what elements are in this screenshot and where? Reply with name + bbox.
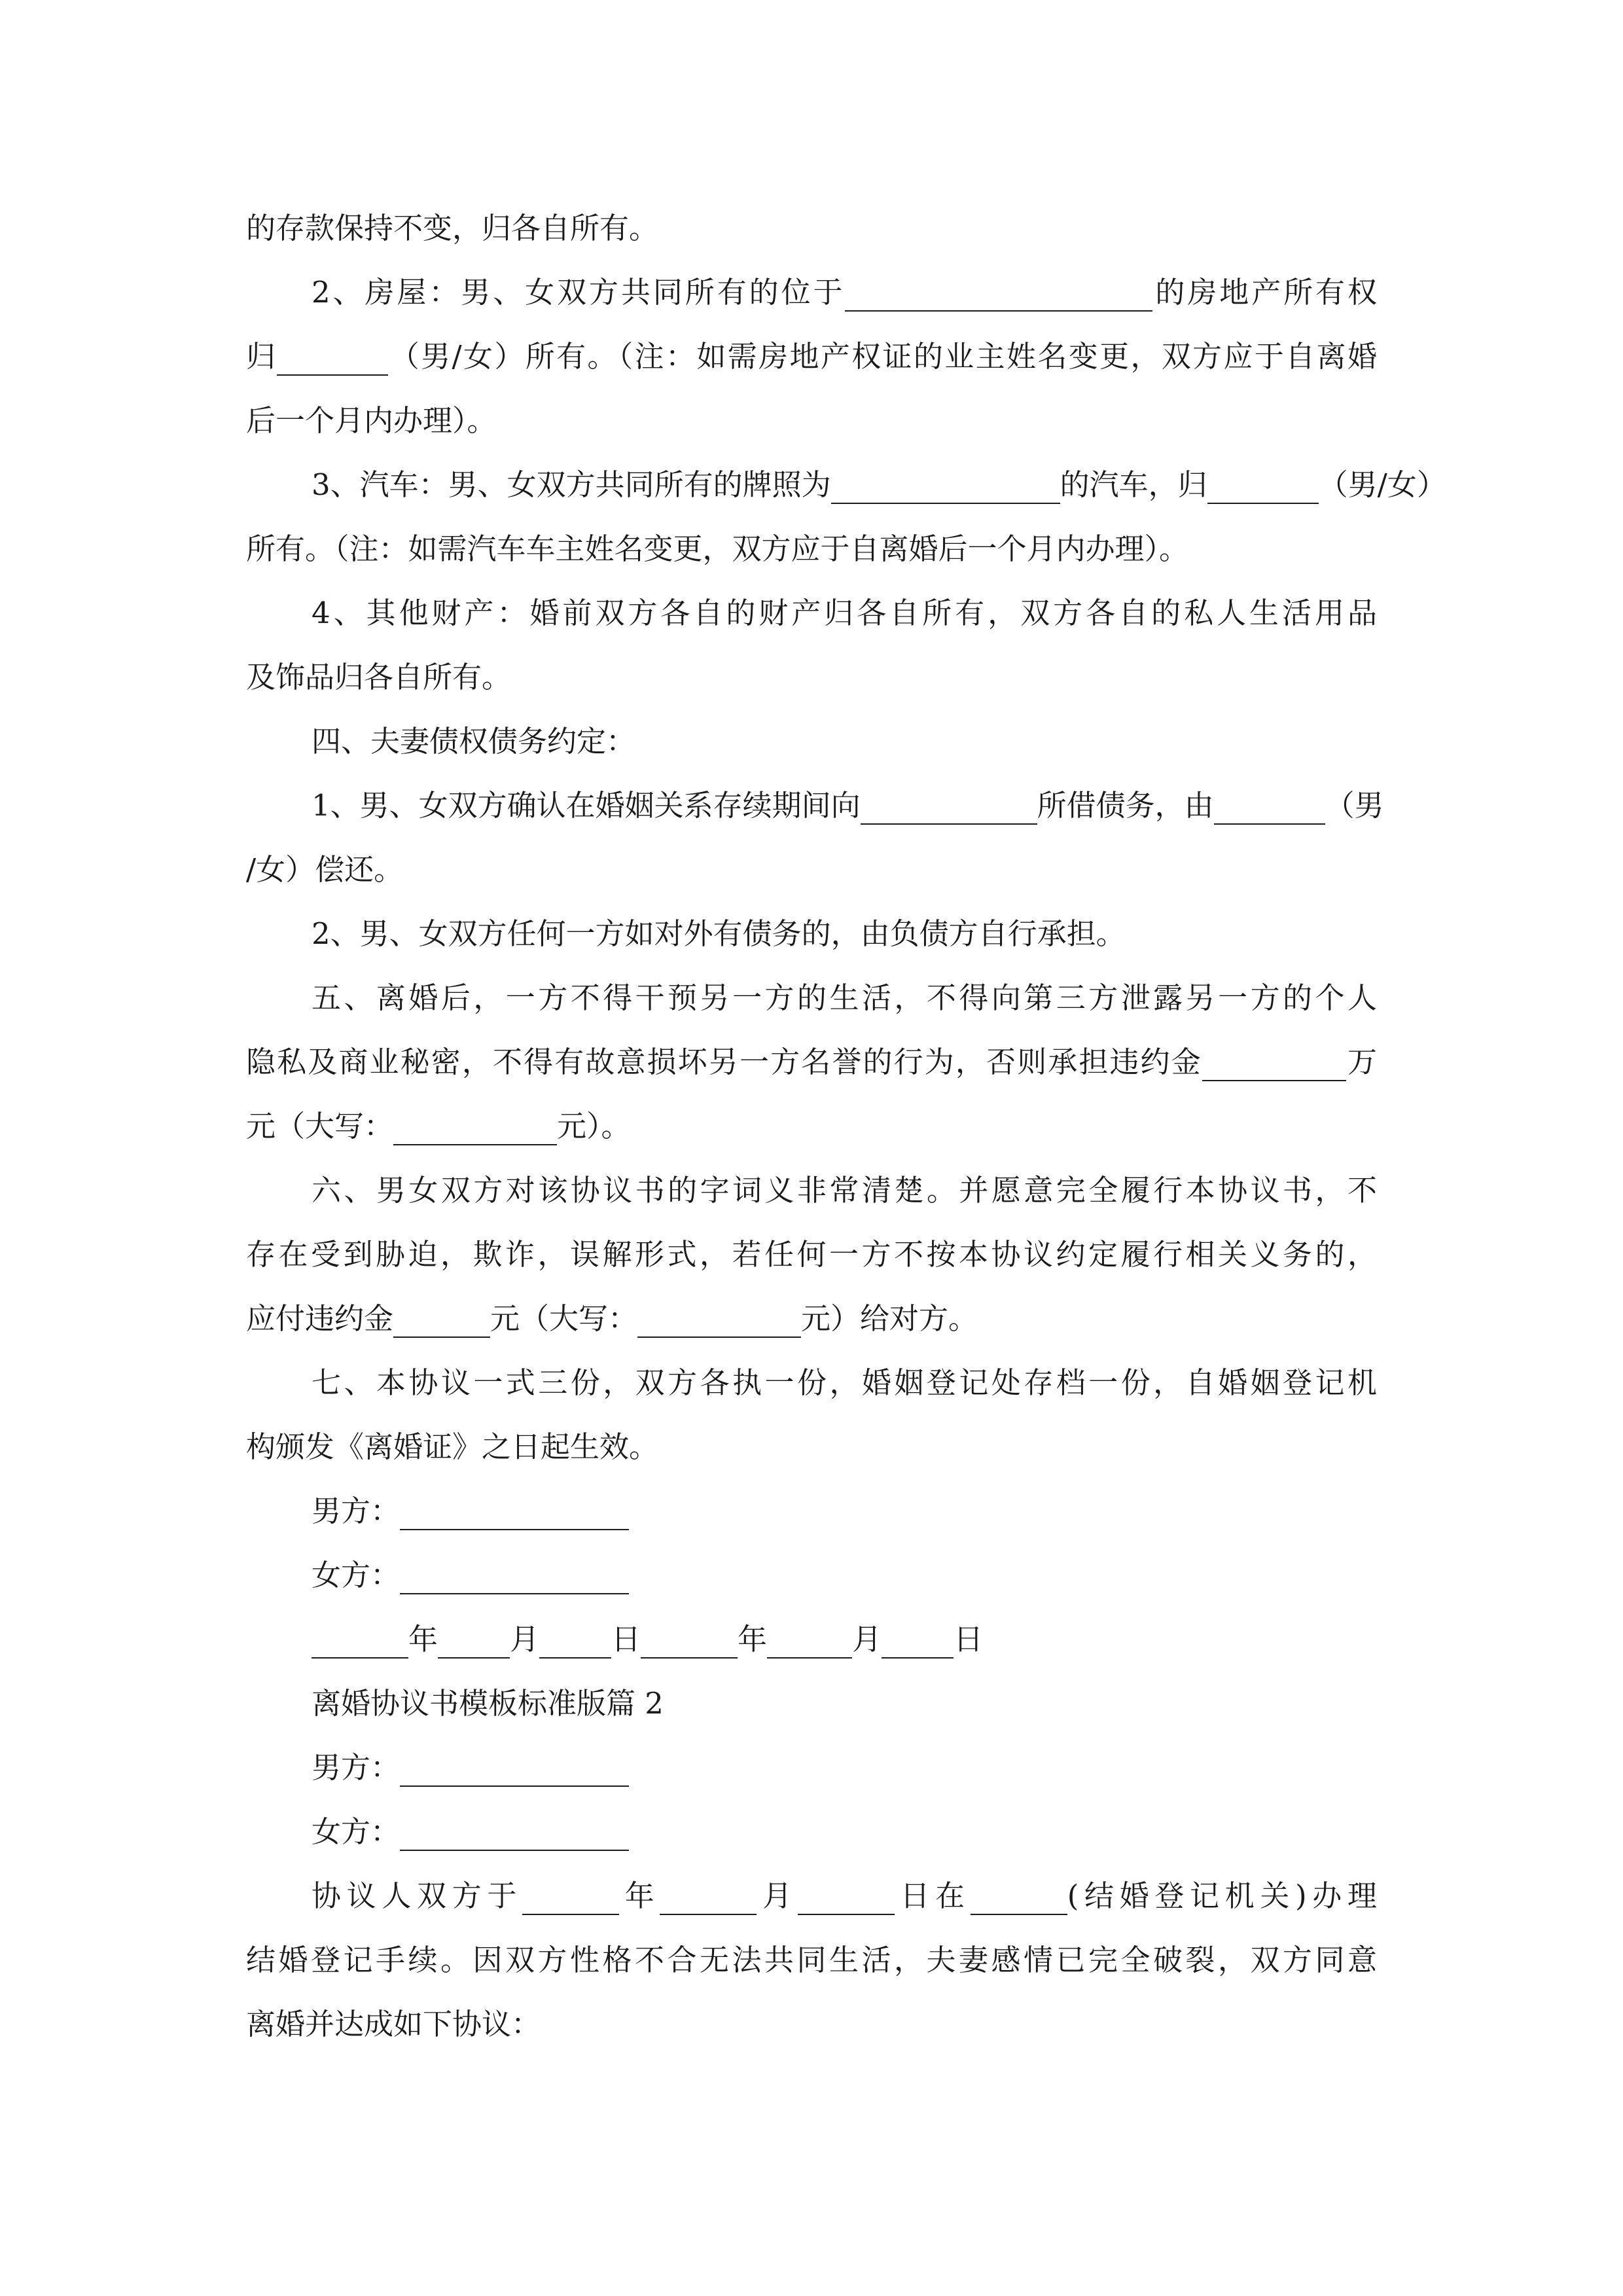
paragraph-line <box>246 645 1377 709</box>
blank-field[interactable] <box>861 789 1037 825</box>
text: 六、男女双方对该协议书的字词义非常清楚。并愿意完全履行本协议书，不 <box>312 1173 1377 1208</box>
blank-field[interactable] <box>798 1880 895 1915</box>
paragraph-line <box>246 389 1377 453</box>
text: 1、男、女双方确认在婚姻关系存续期间向 <box>312 788 861 823</box>
blank-field[interactable] <box>1214 789 1325 825</box>
blank-field[interactable] <box>393 1302 490 1338</box>
text: 离婚协议书模板标准版篇 2 <box>312 1686 664 1721</box>
paragraph-line <box>246 1030 1377 1094</box>
paragraph-line <box>246 453 1446 517</box>
text: 的房地产所有权 <box>1152 275 1377 310</box>
year-field[interactable] <box>312 1623 408 1659</box>
text: 归 <box>246 339 277 374</box>
text: 元（大写： <box>490 1301 638 1336</box>
male-signature-field[interactable] <box>400 1751 629 1787</box>
text: 日在 <box>894 1878 971 1913</box>
day-field[interactable] <box>882 1623 954 1659</box>
text: 日 <box>611 1622 641 1657</box>
signature-line-male <box>246 1479 1377 1543</box>
text: 万 <box>1346 1045 1377 1079</box>
blank-field[interactable] <box>845 276 1152 312</box>
section-heading <box>246 709 1377 774</box>
paragraph-line <box>246 325 1377 389</box>
text: 存在受到胁迫，欺诈，误解形式，若任何一方不按本协议约定履行相关义务的， <box>246 1237 1377 1272</box>
blank-field[interactable] <box>277 340 388 376</box>
paragraph-line <box>246 838 1377 902</box>
blank-field[interactable] <box>971 1880 1067 1915</box>
paragraph-line <box>246 517 1377 581</box>
day-field[interactable] <box>539 1623 611 1659</box>
date-line <box>246 1607 1377 1672</box>
paragraph-line <box>246 260 1377 325</box>
paragraph-line <box>246 1094 1377 1158</box>
blank-field[interactable] <box>522 1880 619 1915</box>
text: 元）。 <box>557 1109 631 1143</box>
text: 所借债务，由 <box>1037 788 1214 823</box>
text: 构颁发《离婚证》之日起生效。 <box>246 1429 659 1464</box>
text: 女方： <box>312 1814 401 1849</box>
signature-line-female <box>246 1543 1377 1607</box>
text: （男 <box>1325 788 1384 823</box>
signature-line-female <box>246 1800 1377 1864</box>
paragraph-line <box>246 1223 1377 1287</box>
text: 年 <box>408 1622 438 1657</box>
blank-field[interactable] <box>393 1110 557 1145</box>
blank-field[interactable] <box>1202 1046 1346 1081</box>
paragraph-line <box>246 196 1377 260</box>
text: （男/女）所有。（注：如需房地产权证的业主姓名变更，双方应于自离婚 <box>388 339 1377 374</box>
text: 的汽车，归 <box>1060 467 1207 502</box>
paragraph-line <box>246 966 1377 1030</box>
text: 月 <box>757 1878 798 1913</box>
blank-field[interactable] <box>1207 469 1319 504</box>
paragraph-line <box>246 902 1377 966</box>
female-signature-field[interactable] <box>400 1816 629 1851</box>
text: 年 <box>738 1622 768 1657</box>
text: 所有。（注：如需汽车车主姓名变更，双方应于自离婚后一个月内办理）。 <box>246 531 1189 566</box>
text: 日 <box>954 1622 984 1657</box>
document-body <box>246 196 1446 2056</box>
text: 及饰品归各自所有。 <box>246 660 512 694</box>
text: 男方： <box>312 1750 401 1785</box>
text: 后一个月内办理）。 <box>246 403 497 438</box>
text: 女方： <box>312 1558 401 1592</box>
text: 元（大写： <box>246 1109 394 1143</box>
text: 4、其他财产：婚前双方各自的财产归各自所有，双方各自的私人生活用品 <box>312 596 1377 630</box>
text: 协议人双方于 <box>312 1878 523 1913</box>
month-field[interactable] <box>438 1623 510 1659</box>
paragraph-line <box>246 1928 1377 1992</box>
text: 3、汽车：男、女双方共同所有的牌照为 <box>312 467 831 502</box>
paragraph-line <box>246 1351 1377 1415</box>
text: 月 <box>852 1622 882 1657</box>
male-signature-field[interactable] <box>400 1495 629 1530</box>
text: 年 <box>619 1878 660 1913</box>
text: /女）偿还。 <box>246 852 404 887</box>
text: 四、夫妻债权债务约定： <box>312 724 636 759</box>
blank-field[interactable] <box>831 469 1060 504</box>
text: 七、本协议一式三份，双方各执一份，婚姻登记处存档一份，自婚姻登记机 <box>312 1365 1377 1400</box>
year-field[interactable] <box>641 1623 738 1659</box>
text: 2、男、女双方任何一方如对外有债务的，由负债方自行承担。 <box>312 916 1126 951</box>
month-field[interactable] <box>767 1623 852 1659</box>
blank-field[interactable] <box>637 1302 801 1338</box>
paragraph-line <box>246 1415 1377 1479</box>
text: 离婚并达成如下协议： <box>246 2007 541 2041</box>
paragraph-line <box>246 1287 1377 1351</box>
text: 2、房屋：男、女双方共同所有的位于 <box>312 275 846 310</box>
paragraph-line <box>246 1864 1377 1928</box>
paragraph-line <box>246 774 1384 838</box>
text: 五、离婚后，一方不得干预另一方的生活，不得向第三方泄露另一方的个人 <box>312 980 1377 1015</box>
text: （男/女） <box>1318 467 1446 502</box>
signature-line-male <box>246 1736 1377 1800</box>
text: 月 <box>510 1622 540 1657</box>
section-title <box>246 1672 1377 1736</box>
text: 应付违约金 <box>246 1301 394 1336</box>
text: 元）给对方。 <box>801 1301 978 1336</box>
blank-field[interactable] <box>660 1880 757 1915</box>
text: 隐私及商业秘密，不得有故意损坏另一方名誉的行为，否则承担违约金 <box>246 1045 1202 1079</box>
paragraph-line <box>246 1158 1377 1223</box>
paragraph-line <box>246 581 1377 645</box>
text: 结婚登记手续。因双方性格不合无法共同生活，夫妻感情已完全破裂，双方同意 <box>246 1943 1377 1977</box>
female-signature-field[interactable] <box>400 1559 629 1594</box>
text: (结婚登记机关)办理 <box>1067 1878 1377 1913</box>
text: 的存款保持不变，归各自所有。 <box>246 211 659 245</box>
text: 男方： <box>312 1494 401 1528</box>
paragraph-line <box>246 1992 1377 2056</box>
